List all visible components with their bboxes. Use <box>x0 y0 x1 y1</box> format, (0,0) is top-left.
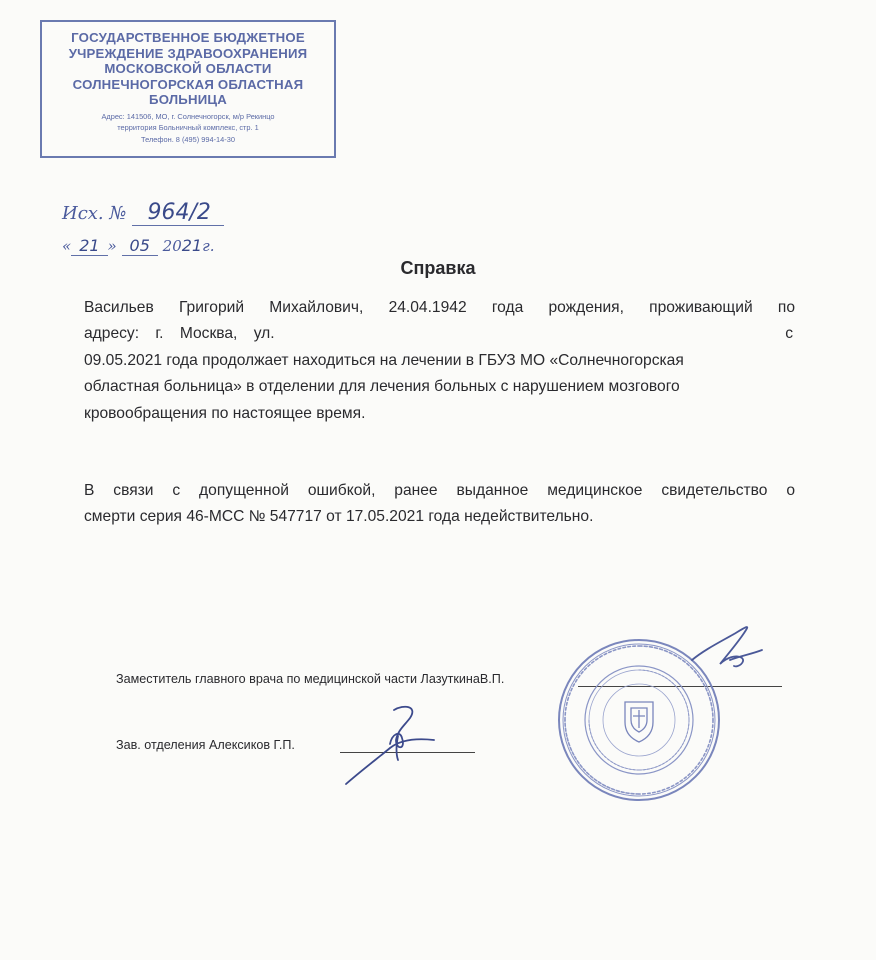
outgoing-date <box>62 236 214 255</box>
paragraph-line: областная больница» в отделении для лечения больных с нарушением мозгового <box>84 378 680 396</box>
address-prefix: адресу: г. Москва, ул. <box>84 325 275 343</box>
notice-paragraph <box>84 478 795 531</box>
head-signature-label: Зав. отделения Алексиков Г.П. <box>116 738 295 752</box>
date-year-suffix: 21 <box>181 236 203 255</box>
stamp-address-line: территория Больничный комплекс, стр. 1 <box>117 123 259 133</box>
deputy-signature-label: Заместитель главного врача по медицинской части ЛазуткинаВ.П. <box>116 672 505 686</box>
paragraph-line: Васильев Григорий Михайлович, 24.04.1942 года рождения, проживающий по <box>84 299 795 316</box>
outgoing-number-value: 964/2 <box>132 200 224 226</box>
stamp-line: СОЛНЕЧНОГОРСКАЯ ОБЛАСТНАЯ <box>72 76 304 92</box>
paragraph-line-address <box>84 321 795 347</box>
paragraph-line: кровообращения по настоящее время. <box>84 404 366 422</box>
stamp-address-line: Адрес: 141506, МО, г. Солнечногорск, м/р Рекинцо <box>101 111 275 121</box>
institution-stamp <box>40 20 336 158</box>
date-year-prefix: 20 <box>162 237 182 255</box>
paragraph-line: В связи с допущенной ошибкой, ранее выданное медицинское свидетельство о <box>84 482 795 499</box>
address-suffix: с <box>785 325 793 343</box>
date-quote-close: » <box>107 237 117 255</box>
paragraph-line: 09.05.2021 года продолжает находиться на лечении в ГБУЗ МО «Солнечногорская <box>84 351 684 369</box>
stamp-line: МОСКОВСКОЙ ОБЛАСТИ <box>104 61 272 77</box>
paragraph-line: смерти серия 46-МСС № 547717 от 17.05.2021 года недействительно. <box>84 508 594 526</box>
date-month: 05 <box>122 236 158 256</box>
certificate-paragraph <box>84 295 795 427</box>
stamp-line: УЧРЕЖДЕНИЕ ЗДРАВООХРАНЕНИЯ <box>68 45 308 61</box>
document-title: Справка <box>400 258 476 278</box>
date-quote-open: « <box>62 237 72 255</box>
date-day: 21 <box>71 236 107 256</box>
stamp-line: БОЛЬНИЦА <box>149 92 227 108</box>
deputy-handwritten-signature <box>690 620 770 676</box>
head-handwritten-signature <box>340 700 440 790</box>
outgoing-number-label: Исх. № <box>62 203 127 224</box>
date-year-end: г. <box>202 237 215 255</box>
outgoing-number <box>62 200 224 226</box>
stamp-address-line: Телефон. 8 (495) 994-14-30 <box>141 134 235 144</box>
stamp-line: ГОСУДАРСТВЕННОЕ БЮДЖЕТНОЕ <box>71 30 305 45</box>
